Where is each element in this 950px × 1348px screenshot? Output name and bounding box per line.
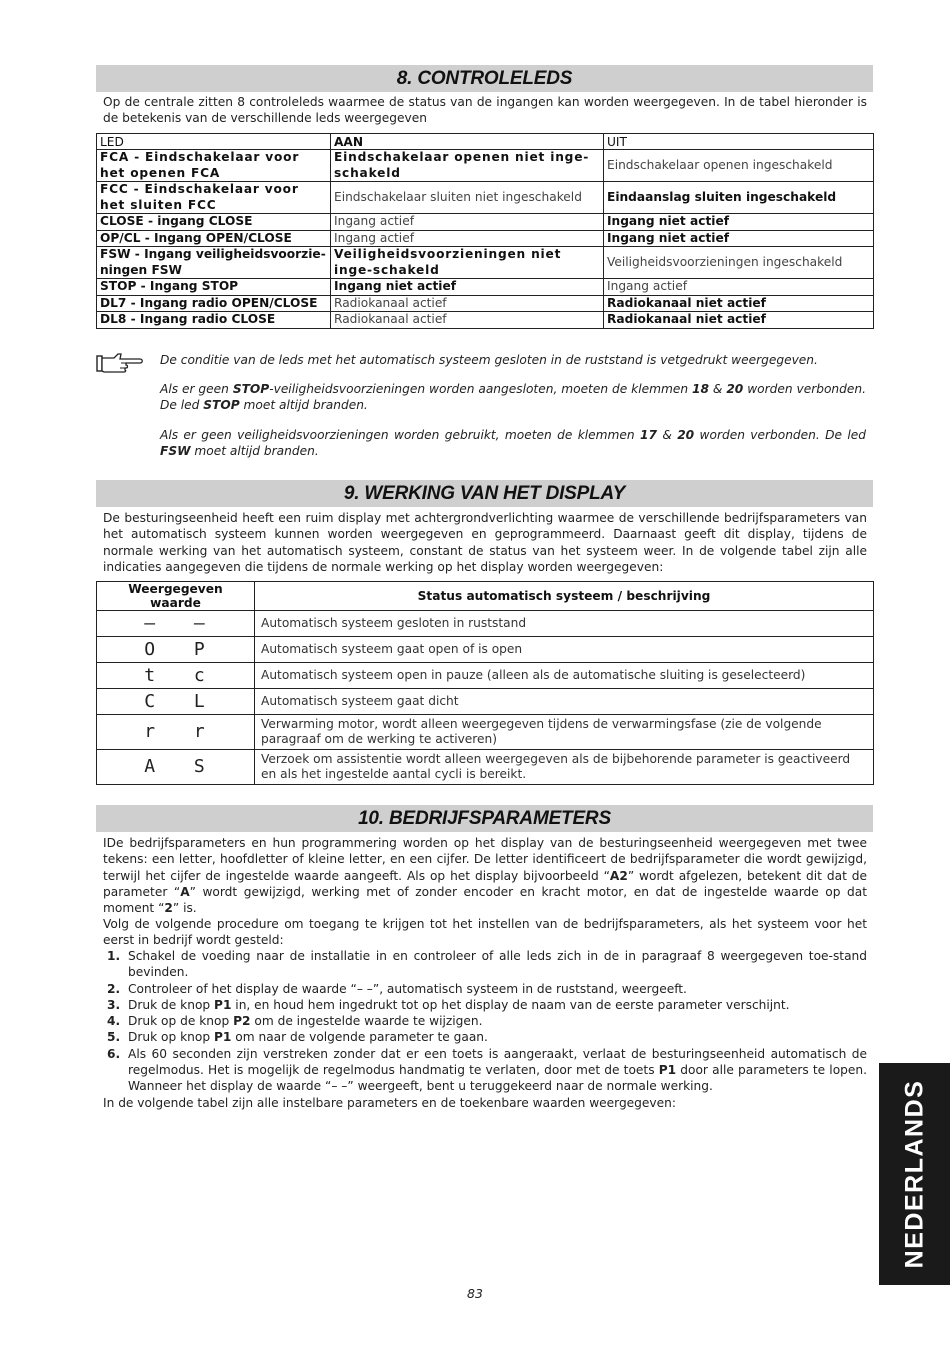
aan-cell: Veiligheidsvoorzieningen niet inge-schakeld [331, 247, 604, 279]
section-8-title: 8. CONTROLELEDS [96, 65, 873, 92]
display-value: r r [97, 715, 255, 750]
col-header-uit: UIT [604, 134, 874, 150]
step-text: Druk de knop P1 in, en houd hem ingedrukt tot op het display de naam van de eerste parameter verschijnt. [128, 997, 790, 1012]
section-8-intro: Op de centrale zitten 8 controleleds waarmee de status van de ingangen kan worden weergegeven. In de tabel hieronder is de betekenis van de verschillende leds weergegeven [103, 95, 867, 126]
table-row [97, 663, 874, 689]
step-text: Als 60 seconden zijn verstreken zonder dat er een toets is aangeraakt, verlaat de besturingseenheid automatisch de regelmodus. Het is mogelijk de regelmodus handmatig te verlaten, door met de toets P1 door alle parameters te lopen. Wanneer het display de waarde “– –” weergeeft, bent u teruggekeerd naar de normale werking. [128, 1046, 867, 1094]
section-10-paragraph-3: In de volgende tabel zijn alle instelbare parameters en de toekenbare waarden weergegeven: [103, 1095, 676, 1110]
aan-cell: Radiokanaal actief [331, 295, 604, 312]
col-header-status: Status automatisch systeem / beschrijving [255, 582, 874, 611]
table-row [97, 150, 874, 182]
list-item [103, 948, 867, 981]
display-value: t c [97, 663, 255, 689]
list-item [103, 1013, 867, 1029]
step-number: 5. [107, 1030, 121, 1045]
table-row [97, 279, 874, 296]
uit-cell: Radiokanaal niet actief [604, 312, 874, 329]
display-desc: Automatisch systeem open in pauze (alleen als de automatische sluiting is geselecteerd) [255, 663, 874, 689]
procedure-steps [103, 948, 867, 1111]
table-row [97, 182, 874, 214]
table-row [97, 689, 874, 715]
led-cell: STOP - Ingang STOP [97, 279, 331, 296]
step-text: Druk op de knop P2 om de ingestelde waarde te wijzigen. [128, 1014, 483, 1029]
display-desc: Verwarming motor, wordt alleen weergegeven tijdens de verwarmingsfase (zie de volgende paragraaf om de werking te activeren) [255, 715, 874, 750]
pointing-hand-icon [96, 350, 144, 376]
led-cell: DL7 - Ingang radio OPEN/CLOSE [97, 295, 331, 312]
step-number: 1. [107, 949, 121, 963]
uit-cell: Veiligheidsvoorzieningen ingeschakeld [604, 247, 874, 279]
col-header-aan: AAN [331, 134, 604, 150]
section-10-paragraph-1: IDe bedrijfsparameters en hun programmering worden op het display van de besturingseenheid weergegeven met twee tekens: een letter, hoofdletter of kleine letter, en een cijfer. De letter identificeert de bedrijfsparameter die wordt gewijzigd, terwijl het cijfer de ingestelde waarde aangeeft. Als op het display bijvoorbeeld “A2” wordt afgelezen, betekent dit dat de parameter “A” wordt gewijzigd, werking met of zonder encoder en kracht motor, en dat de ingestelde waarde op dat moment “2” is. [103, 836, 867, 916]
section-9-intro: De besturingseenheid heeft een ruim display met achtergrondverlichting waarmee de verschillende bedrijfsparameters van het automatisch systeem kunnen worden weergegeven en geprogrammeerd. Daarnaast geeft dit display, tijdens de normale werking van het automatisch systeem, constant de status van het systeem weer. In de volgende tabel zijn alle indicaties aangegeven die tijdens de normale werking op het display worden weergegeven: [103, 511, 867, 574]
display-desc: Automatisch systeem gaat dicht [255, 689, 874, 715]
language-tab-label: NEDERLANDS [900, 1079, 928, 1269]
led-cell: FCA - Eindschakelaar voor het openen FCA [97, 150, 331, 182]
note-stop: Als er geen STOP-veiligheidsvoorzieningen worden aangesloten, moeten de klemmen 18 & 20 worden verbonden. De led STOP moet altijd branden. [160, 382, 866, 413]
note-led-condition: De conditie van de leds met het automatisch systeem gesloten in de ruststand is vetgedrukt weergegeven. [160, 353, 818, 367]
step-text: Druk op knop P1 om naar de volgende parameter te gaan. [128, 1030, 488, 1045]
display-value: C L [97, 689, 255, 715]
aan-cell: Eindschakelaar openen niet inge-schakeld [331, 150, 604, 182]
page-number: 83 [467, 1286, 483, 1301]
list-item [103, 997, 867, 1013]
aan-cell: Ingang actief [331, 230, 604, 247]
aan-cell: Eindschakelaar sluiten niet ingeschakeld [331, 182, 604, 214]
led-table-header [97, 134, 874, 150]
display-table-header [97, 582, 874, 611]
table-row [97, 214, 874, 231]
list-item [103, 1046, 867, 1095]
step-number: 4. [107, 1014, 121, 1029]
display-value: – – [97, 611, 255, 637]
list-item [103, 1029, 867, 1045]
table-row [97, 230, 874, 247]
table-row [97, 611, 874, 637]
aan-cell: Ingang niet actief [331, 279, 604, 296]
uit-cell: Ingang niet actief [604, 230, 874, 247]
led-table [96, 133, 874, 329]
led-cell: FSW - Ingang veiligheidsvoorzie-ningen FSW [97, 247, 331, 279]
led-cell: CLOSE - ingang CLOSE [97, 214, 331, 231]
display-desc: Verzoek om assistentie wordt alleen weergegeven als de bijbehorende parameter is geactiveerd en als het ingestelde aantal cycli is bereikt. [255, 750, 874, 785]
aan-cell: Radiokanaal actief [331, 312, 604, 329]
display-table [96, 581, 874, 785]
section-10-paragraph-2: Volg de volgende procedure om toegang te krijgen tot het instellen van de bedrijfsparameters, als het systeem voor het eerst in bedrijf wordt gesteld: [103, 917, 867, 948]
section-9-title: 9. WERKING VAN HET DISPLAY [96, 480, 873, 507]
display-desc: Automatisch systeem gaat open of is open [255, 637, 874, 663]
uit-cell: Radiokanaal niet actief [604, 295, 874, 312]
note-fsw: Als er geen veiligheidsvoorzieningen worden gebruikt, moeten de klemmen 17 & 20 worden verbonden. De led FSW moet altijd branden. [160, 428, 866, 459]
table-row [97, 295, 874, 312]
table-row [97, 715, 874, 750]
uit-cell: Eindaanslag sluiten ingeschakeld [604, 182, 874, 214]
table-row [97, 247, 874, 279]
led-cell: DL8 - Ingang radio CLOSE [97, 312, 331, 329]
display-value: A S [97, 750, 255, 785]
display-desc: Automatisch systeem gesloten in ruststand [255, 611, 874, 637]
aan-cell: Ingang actief [331, 214, 604, 231]
list-item [103, 981, 867, 997]
led-cell: OP/CL - Ingang OPEN/CLOSE [97, 230, 331, 247]
step-number: 6. [107, 1046, 121, 1061]
uit-cell: Ingang niet actief [604, 214, 874, 231]
step-number: 2. [107, 981, 121, 996]
step-text: Controleer of het display de waarde “– –”, automatisch systeem in de ruststand, weergeeft. [128, 981, 687, 996]
display-value: O P [97, 637, 255, 663]
uit-cell: Eindschakelaar openen ingeschakeld [604, 150, 874, 182]
col-header-led: LED [97, 134, 331, 150]
col-header-value: Weergegeven waarde [97, 582, 255, 611]
section-10-title: 10. BEDRIJFSPARAMETERS [96, 805, 873, 832]
table-row [97, 750, 874, 785]
led-cell: FCC - Eindschakelaar voor het sluiten FCC [97, 182, 331, 214]
uit-cell: Ingang actief [604, 279, 874, 296]
table-row [97, 312, 874, 329]
language-tab [879, 1063, 950, 1285]
table-row [97, 637, 874, 663]
step-number: 3. [107, 997, 121, 1012]
step-text: Schakel de voeding naar de installatie in en controleer of alle leds zich in de in paragraaf 8 weergegeven toe-stand bevinden. [128, 949, 867, 980]
